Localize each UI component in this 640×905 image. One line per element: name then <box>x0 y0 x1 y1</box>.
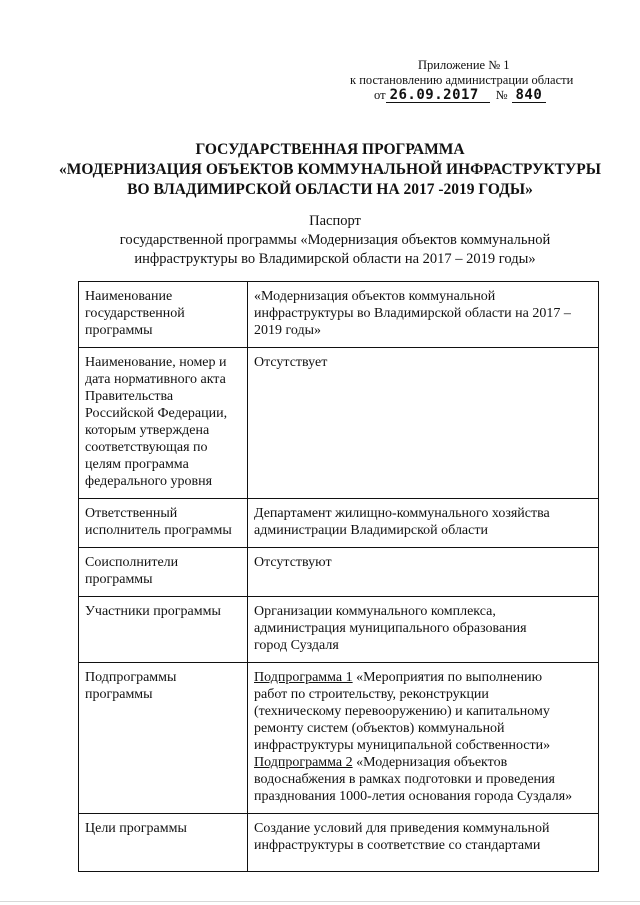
table-row <box>79 348 599 499</box>
label-line: федерального уровня <box>85 474 213 489</box>
table-row <box>79 597 599 663</box>
label-line: программы <box>85 323 153 338</box>
label-line: соответствующая по <box>85 440 208 455</box>
row-value <box>248 499 599 548</box>
table-row <box>79 499 599 548</box>
row-value <box>248 282 599 348</box>
value-line: ремонту систем (объектов) коммунальной <box>254 721 505 736</box>
value-line: администрации Владимирской области <box>254 523 488 538</box>
table-row <box>79 814 599 872</box>
value-line: водоснабжения в рамках подготовки и проведения <box>254 772 555 787</box>
label-line: государственной <box>85 306 185 321</box>
row-label <box>79 663 248 814</box>
value-line: работ по строительству, реконструкции <box>254 687 489 702</box>
table-row <box>79 282 599 348</box>
value-line: инфраструктуры во Владимирской области на 2017 – <box>254 306 571 321</box>
label-line: Российской Федерации, <box>85 406 228 421</box>
label-line: Ответственный <box>85 506 178 521</box>
annex-number-label: № <box>495 88 508 102</box>
annex-from-label: от <box>374 88 386 102</box>
label-line: Подпрограммы <box>85 670 177 685</box>
subprogram-1-title: Подпрограмма 1 <box>254 670 353 685</box>
subprogram-2-name: «Модернизация объектов <box>352 755 508 770</box>
page-edge-divider <box>0 901 640 902</box>
passport-subtitle-line: инфраструктуры во Владимирской области на 2017 – 2019 годы» <box>134 251 536 267</box>
label-line: Правительства <box>85 389 174 404</box>
row-label <box>79 814 248 872</box>
value-line: инфраструктуры в соответствие со стандартами <box>254 838 541 853</box>
value-line: «Модернизация объектов коммунальной <box>254 289 496 304</box>
subprogram-2-title: Подпрограмма 2 <box>254 755 353 770</box>
label-line: программы <box>85 572 153 587</box>
passport-table <box>78 281 599 872</box>
annex-number: 840 <box>512 88 546 103</box>
passport-subtitle-line: государственной программы «Модернизация объектов коммунальной <box>119 232 551 248</box>
label-line: которым утверждена <box>85 423 210 438</box>
passport-heading: Паспорт <box>309 213 361 229</box>
table-row <box>79 663 599 814</box>
value-line: администрация муниципального образования <box>254 621 527 636</box>
program-title <box>40 140 620 200</box>
label-line: Участники программы <box>85 604 221 619</box>
annex-title: Приложение № 1 <box>418 58 510 72</box>
program-title-line: ГОСУДАРСТВЕННАЯ ПРОГРАММА <box>195 141 465 158</box>
label-line: целям программа <box>85 457 189 472</box>
value-line: город Суздаля <box>254 638 339 653</box>
subprogram-1-name: «Мероприятия по выполнению <box>352 670 543 685</box>
annex-date-number <box>340 88 590 103</box>
label-line: Наименование, номер и <box>85 355 227 370</box>
row-value <box>248 597 599 663</box>
row-value <box>248 814 599 872</box>
value-line: 2019 годы» <box>254 323 322 338</box>
table-row <box>79 548 599 597</box>
row-label <box>79 499 248 548</box>
value-line: инфраструктуры муниципальной собственности» <box>254 738 551 753</box>
value-line: (техническому перевооружению) и капитальному <box>254 704 550 719</box>
label-line: Соисполнители <box>85 555 179 570</box>
program-title-line: «МОДЕРНИЗАЦИЯ ОБЪЕКТОВ КОММУНАЛЬНОЙ ИНФРАСТРУКТУРЫ <box>59 161 601 178</box>
annex-block <box>340 58 590 103</box>
value-line: Департамент жилищно-коммунального хозяйства <box>254 506 550 521</box>
value-line <box>254 754 594 771</box>
row-value <box>248 663 599 814</box>
label-line: Наименование <box>85 289 173 304</box>
label-line: исполнитель программы <box>85 523 232 538</box>
row-label <box>79 282 248 348</box>
value-line <box>254 669 594 686</box>
label-line: Цели программы <box>85 821 187 836</box>
annex-resolution: к постановлению администрации области <box>350 73 574 87</box>
value-line: Отсутствует <box>254 355 328 370</box>
row-label <box>79 597 248 663</box>
passport-heading-block <box>40 212 630 269</box>
value-line: празднования 1000-летия основания города Суздаля» <box>254 789 573 804</box>
label-line: дата нормативного акта <box>85 372 226 387</box>
annex-date: 26.09.2017 <box>386 88 490 103</box>
value-line: Организации коммунального комплекса, <box>254 604 496 619</box>
program-title-line: ВО ВЛАДИМИРСКОЙ ОБЛАСТИ НА 2017 -2019 ГОДЫ» <box>127 181 533 198</box>
label-line: программы <box>85 687 153 702</box>
row-label <box>79 548 248 597</box>
row-value <box>248 348 599 499</box>
value-line: Создание условий для приведения коммунальной <box>254 821 550 836</box>
row-label <box>79 348 248 499</box>
row-value <box>248 548 599 597</box>
value-line: Отсутствуют <box>254 555 332 570</box>
